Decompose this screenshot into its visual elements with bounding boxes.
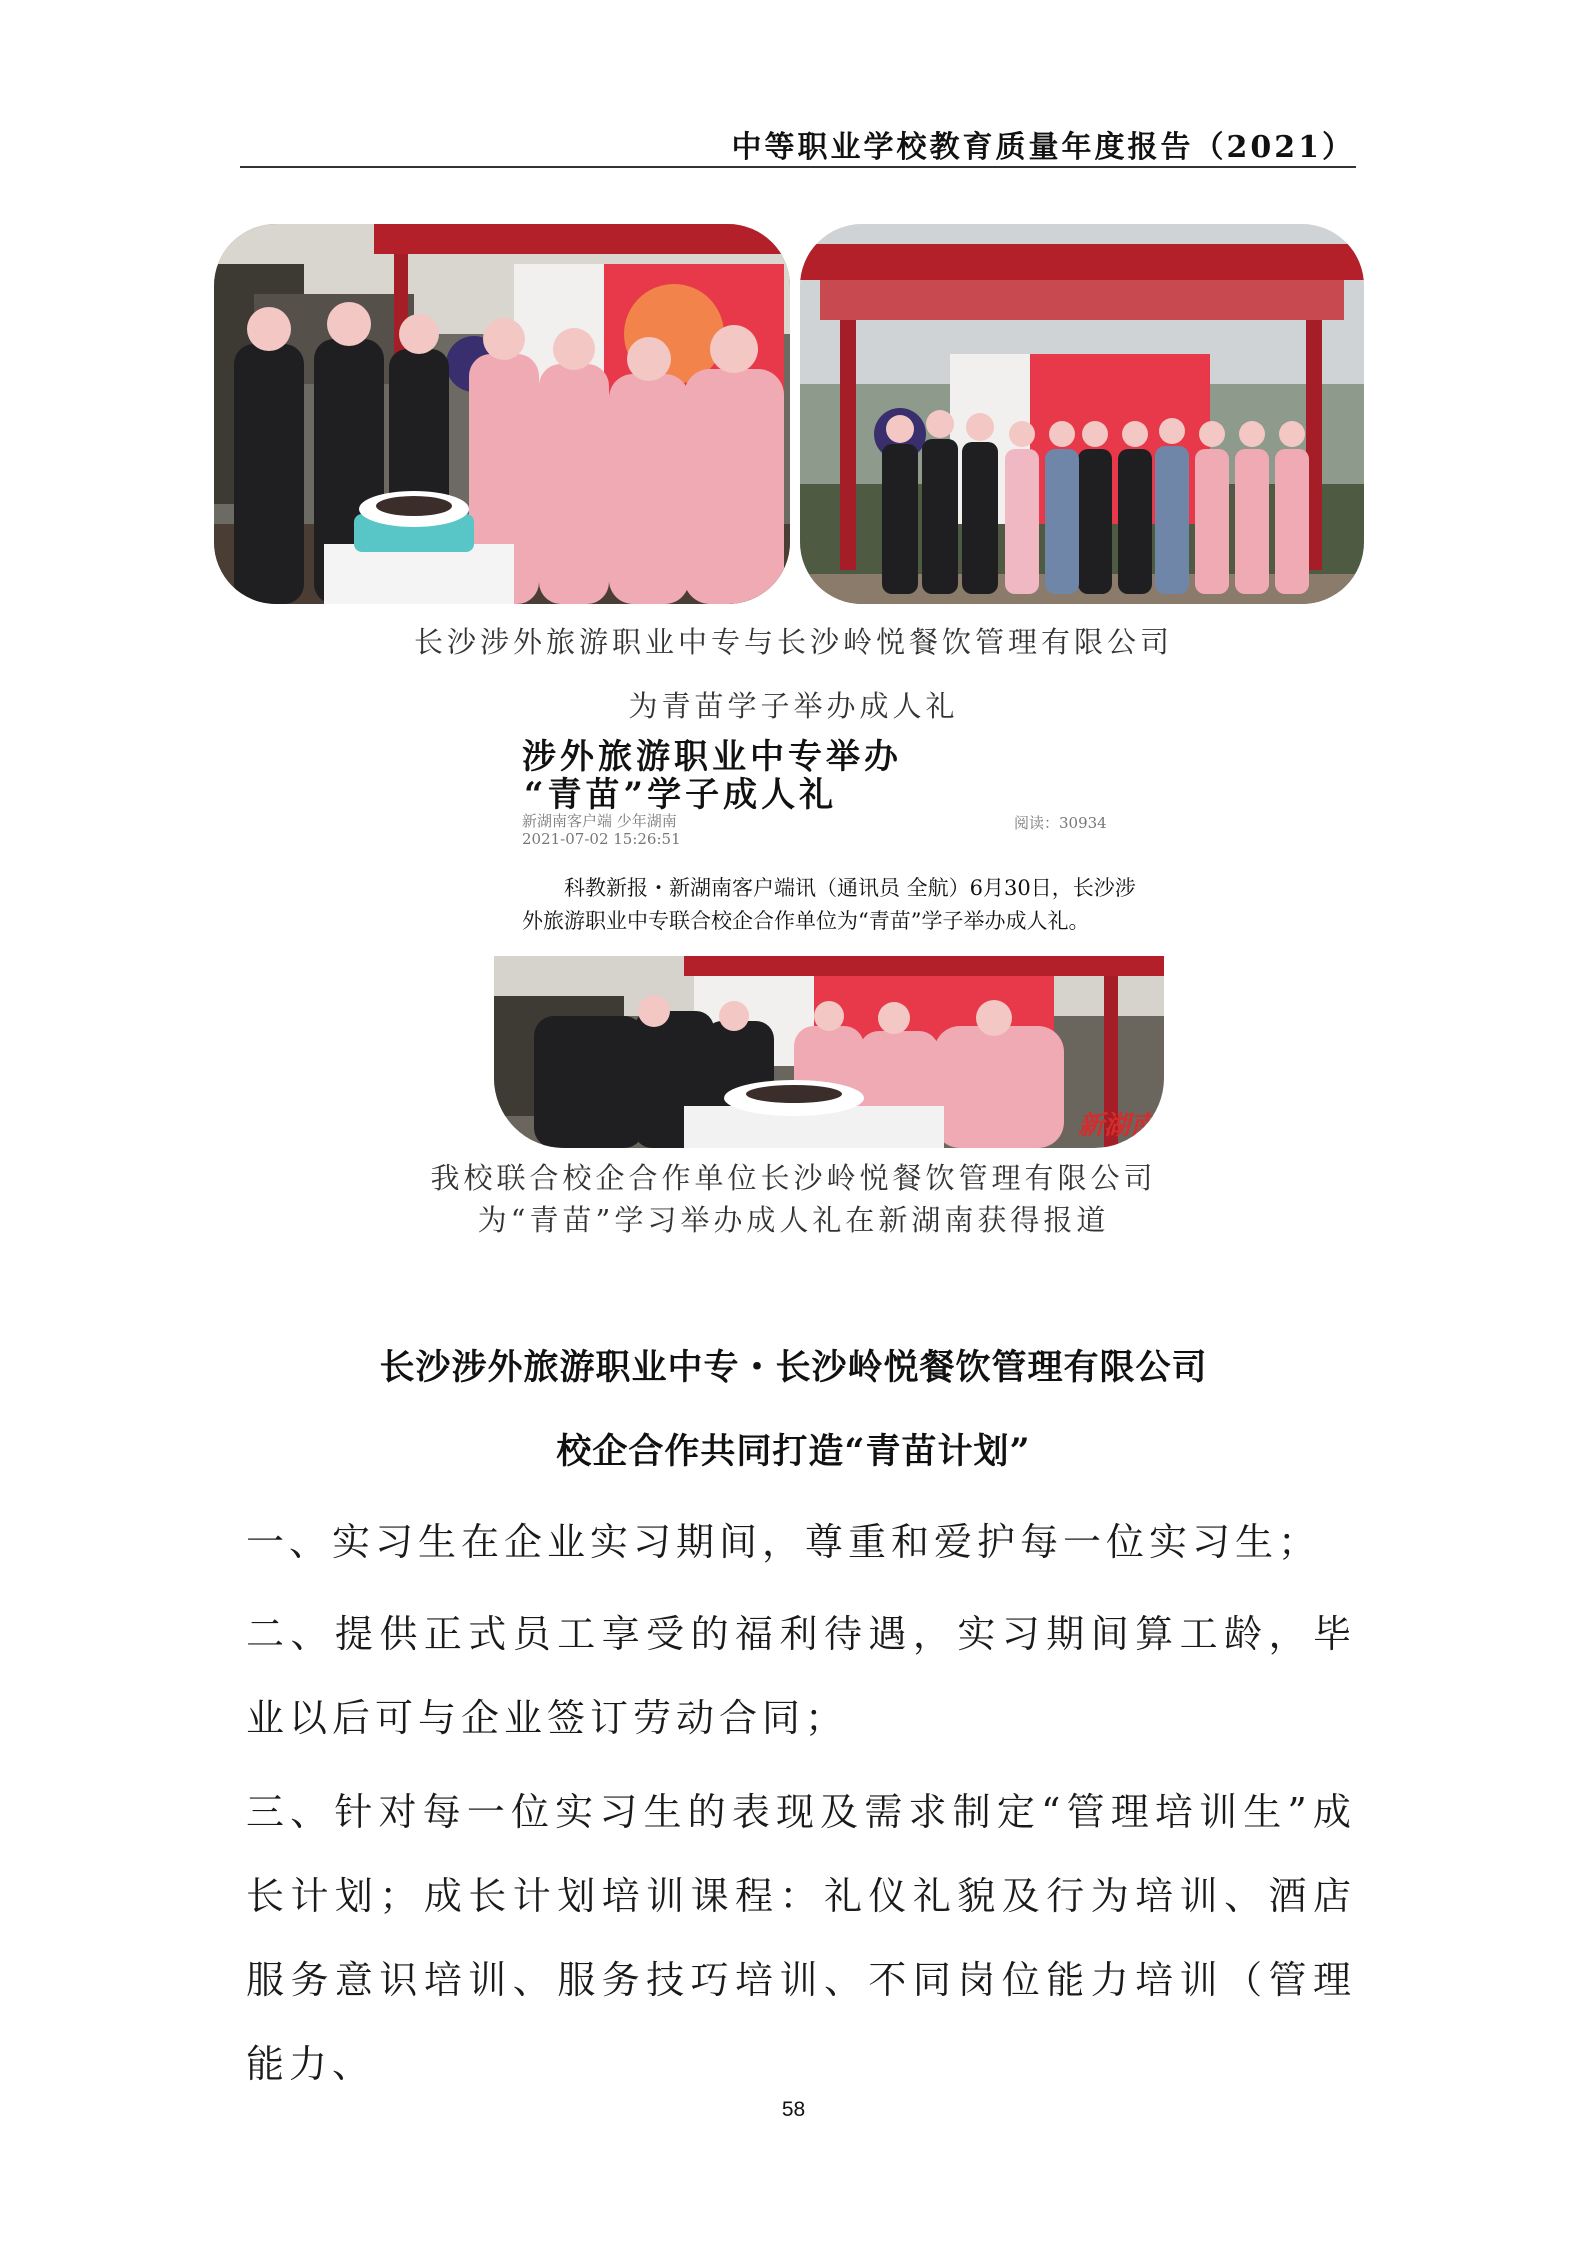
ceremony-photo-group — [800, 224, 1364, 604]
section-title-line-1: 长沙涉外旅游职业中专・长沙岭悦餐饮管理有限公司 — [379, 1347, 1208, 1388]
section-title-line-2: 校企合作共同打造“青苗计划” — [556, 1431, 1031, 1472]
news-headline-line-2: “青苗”学子成人礼 — [524, 775, 838, 815]
photo-caption-line-1: 长沙涉外旅游职业中专与长沙岭悦餐饮管理有限公司 — [413, 625, 1173, 659]
photo-caption-line-2: 为青苗学子举办成人礼 — [628, 689, 959, 723]
news-body-text: 科教新报・新湖南客户端讯（通讯员 全航）6月30日，长沙涉外旅游职业中专联合校企合作单位为“青苗”学子举办成人礼。 — [522, 876, 1136, 933]
news-headline — [522, 738, 1022, 814]
news-watermark: 新湖南 — [1077, 1111, 1156, 1141]
news-caption-line-1: 我校联合校企合作单位长沙岭悦餐饮管理有限公司 — [430, 1161, 1157, 1195]
ceremony-photo-cake — [214, 224, 790, 604]
news-source: 新湖南客户端 少年湖南 — [522, 812, 677, 830]
news-clipping — [494, 730, 1164, 1148]
news-headline-line-1: 涉外旅游职业中专举办 — [522, 737, 902, 777]
plan-item-2: 二、提供正式员工享受的福利待遇，实习期间算工龄，毕业以后可与企业签订劳动合同； — [246, 1612, 1356, 1740]
plan-item-3: 三、针对每一位实习生的表现及需求制定“管理培训生”成长计划；成长计划培训课程：礼仪礼貌及行为培训、酒店服务意识培训、服务技巧培训、不同岗位能力培训（管理能力、 — [246, 1790, 1356, 2086]
news-photo-cake-cutting — [494, 956, 1164, 1148]
news-datetime: 2021-07-02 15:26:51 — [522, 830, 681, 848]
page-number: 58 — [781, 2098, 806, 2121]
report-header-title: 中等职业学校教育质量年度报告（2021） — [731, 130, 1355, 165]
header-divider — [240, 166, 1356, 168]
plan-item-1: 一、实习生在企业实习期间，尊重和爱护每一位实习生； — [246, 1520, 1322, 1564]
news-read-count: 阅读：30934 — [1014, 814, 1107, 832]
news-caption-line-2: 为“青苗”学习举办成人礼在新湖南获得报道 — [477, 1203, 1110, 1237]
news-meta — [522, 812, 681, 848]
